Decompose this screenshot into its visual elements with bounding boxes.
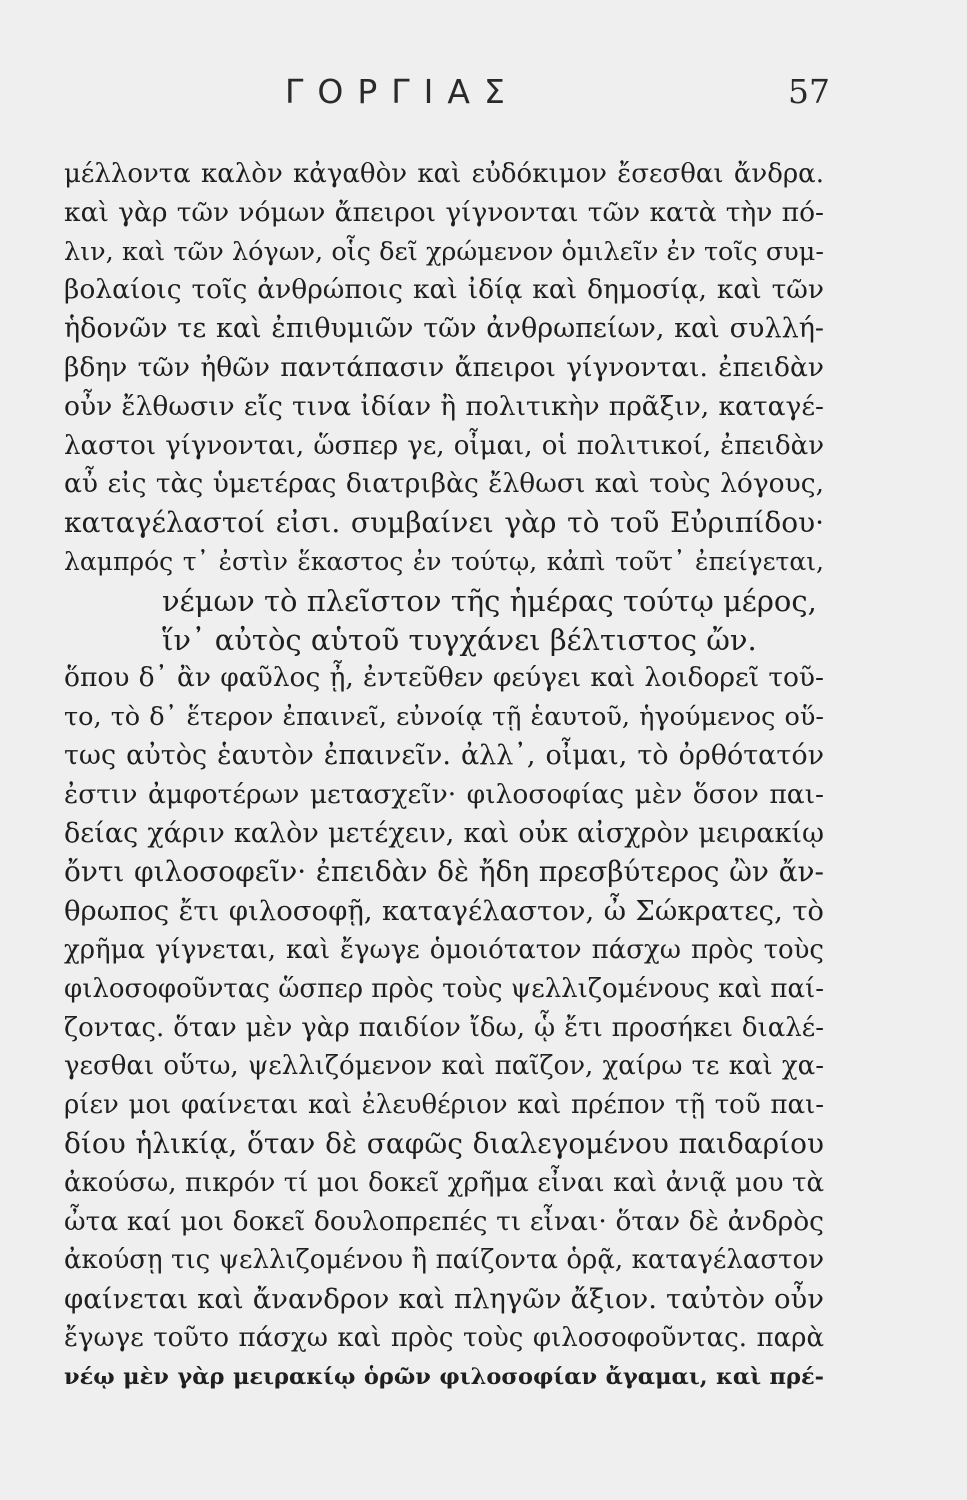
text-line: δείας χάριν καλὸν μετέχειν, καὶ οὐκ αἰσχρὸν μειρακίῳ xyxy=(64,817,824,849)
text-line: βολαίοις τοῖς ἀνθρώποις καὶ ἰδίᾳ καὶ δημοσίᾳ, καὶ τῶν xyxy=(64,274,824,306)
text-line: ἡδονῶν τε καὶ ἐπιθυμιῶν τῶν ἀνθρωπείων, καὶ συλλή- xyxy=(64,313,824,345)
text-line: γεσθαι οὕτω, ψελλιζόμενον καὶ παῖζον, χαίρω τε καὶ χα- xyxy=(64,1051,824,1082)
text-line: λαστοι γίγνονται, ὥσπερ γε, οἶμαι, οἱ πολιτικοί, ἐπειδὰν xyxy=(64,430,824,461)
text-line: το, τὸ δ᾽ ἕτερον ἐπαινεῖ, εὐνοίᾳ τῇ ἑαυτοῦ, ἡγούμενος οὕ- xyxy=(64,702,824,733)
text-line: οὖν ἔλθωσιν εἴς τινα ἰδίαν ἢ πολιτικὴν πρᾶξιν, καταγέ- xyxy=(64,390,824,422)
text-line: λιν, καὶ τῶν λόγων, οἷς δεῖ χρώμενον ὁμιλεῖν ἐν τοῖς συμ- xyxy=(64,236,824,267)
body-text xyxy=(64,155,824,1397)
verse-line: νέμων τὸ πλεῖστον τῆς ἡμέρας τούτῳ μέρος, xyxy=(162,583,817,618)
text-line: λαμπρός τ᾽ ἐστὶν ἕκαστος ἐν τούτῳ, κἀπὶ τοῦτ᾽ ἐπείγεται, xyxy=(64,546,824,576)
text-line: τως αὐτὸς ἑαυτὸν ἐπαινεῖν. ἀλλ᾽, οἶμαι, τὸ ὀρθότατόν xyxy=(64,739,824,771)
text-line: καὶ γὰρ τῶν νόμων ἄπειροι γίγνονται τῶν κατὰ τὴν πό- xyxy=(64,196,824,228)
text-line: ὅπου δ᾽ ἂν φαῦλος ᾖ, ἐντεῦθεν φεύγει καὶ λοιδορεῖ τοῦ- xyxy=(64,662,824,694)
running-title: ΓΟΡΓΙΑΣ xyxy=(285,72,519,111)
text-line: ἀκούσῃ τις ψελλιζομένου ἢ παίζοντα ὁρᾷ, καταγέλαστον xyxy=(64,1245,824,1276)
text-line: ἐστιν ἀμφοτέρων μετασχεῖν· φιλοσοφίας μὲν ὅσον παι- xyxy=(64,778,824,810)
text-line: φιλοσοφοῦντας ὥσπερ πρὸς τοὺς ψελλιζομένους καὶ παί- xyxy=(64,973,824,1004)
text-line: δίου ἡλικίᾳ, ὅταν δὲ σαφῶς διαλεγομένου παιδαρίου xyxy=(64,1126,824,1160)
text-line: καταγέλαστοί εἰσι. συμβαίνει γὰρ τὸ τοῦ Εὐριπίδου· xyxy=(64,506,824,540)
text-line: χρῆμα γίγνεται, καὶ ἔγωγε ὁμοιότατον πάσχω πρὸς τοὺς xyxy=(64,934,824,965)
verse-line: ἵν᾽ αὐτὸς αὑτοῦ τυγχάνει βέλτιστος ὤν. xyxy=(162,622,757,657)
text-line: αὖ εἰς τὰς ὑμετέρας διατριβὰς ἔλθωσι καὶ τοὺς λόγους, xyxy=(64,468,824,500)
text-line: μέλλοντα καλὸν κἀγαθὸν καὶ εὐδόκιμον ἔσεσθαι ἄνδρα. xyxy=(64,159,824,189)
text-line: ζοντας. ὅταν μὲν γὰρ παιδίον ἴδω, ᾧ ἔτι προσήκει διαλέ- xyxy=(64,1012,824,1043)
text-line: φαίνεται καὶ ἄνανδρον καὶ πληγῶν ἄξιον. ταὐτὸν οὖν xyxy=(64,1283,824,1316)
text-line: βδην τῶν ἠθῶν παντάπασιν ἄπειροι γίγνονται. ἐπειδὰν xyxy=(64,351,824,383)
page-number: 57 xyxy=(788,72,830,111)
page-header xyxy=(0,72,967,122)
text-line: νέῳ μὲν γὰρ μειρακίῳ ὁρῶν φιλοσοφίαν ἄγαμαι, καὶ πρέ- xyxy=(64,1363,824,1390)
text-line: θρωπος ἔτι φιλοσοφῇ, καταγέλαστον, ὦ Σώκρατες, τὸ xyxy=(64,895,824,928)
text-line: ἔγωγε τοῦτο πάσχω καὶ πρὸς τοὺς φιλοσοφοῦντας. παρὰ xyxy=(64,1322,824,1353)
text-line: ὦτα καί μοι δοκεῖ δουλοπρεπές τι εἶναι· ὅταν δὲ ἀνδρὸς xyxy=(64,1205,824,1237)
text-line: ὄντι φιλοσοφεῖν· ἐπειδὰν δὲ ἤδη πρεσβύτερος ὢν ἄν- xyxy=(64,855,824,889)
text-line: ρίεν μοι φαίνεται καὶ ἐλευθέριον καὶ πρέπον τῇ τοῦ παι- xyxy=(64,1090,824,1121)
text-line: ἀκούσω, πικρόν τί μοι δοκεῖ χρῆμα εἶναι καὶ ἀνιᾷ μου τὰ xyxy=(64,1167,824,1198)
